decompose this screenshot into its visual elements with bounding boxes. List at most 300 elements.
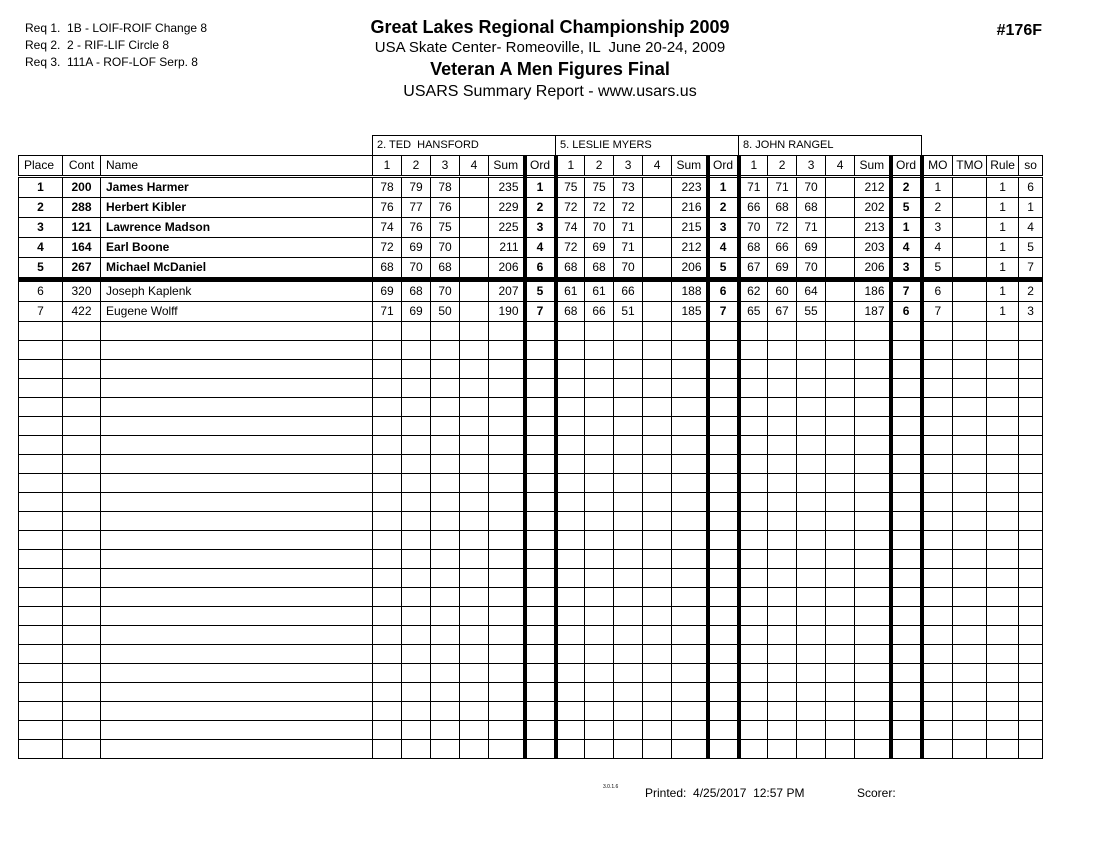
cont-cell (63, 721, 101, 740)
place-cell (19, 455, 63, 474)
mo-cell (922, 607, 953, 626)
event-title: Great Lakes Regional Championship 2009 (370, 17, 730, 37)
judge3-score-2 (768, 398, 797, 417)
judge3-score-2 (768, 322, 797, 341)
judge2-score-4 (643, 360, 672, 379)
judge1-ord (525, 645, 556, 664)
judge1-score-2 (402, 398, 431, 417)
so-cell (1019, 360, 1043, 379)
judge3-sum (855, 702, 891, 721)
so-cell: 3 (1019, 302, 1043, 322)
judge2-score-3: 71 (614, 218, 643, 238)
judge1-ord: 6 (525, 258, 556, 280)
judge3-score-3: 55 (797, 302, 826, 322)
judge1-ord: 1 (525, 177, 556, 198)
rule-cell (987, 607, 1019, 626)
judge1-score-4 (460, 702, 489, 721)
judge3-score-3 (797, 436, 826, 455)
doc-number: #176F (996, 22, 1042, 39)
judge3-score-1: 71 (739, 177, 768, 198)
col-judge3-sum: Sum (855, 156, 891, 177)
judge1-score-3 (431, 417, 460, 436)
mo-cell (922, 664, 953, 683)
rule-cell (987, 379, 1019, 398)
judge3-score-1: 68 (739, 238, 768, 258)
judge3-sum: 212 (855, 177, 891, 198)
judge3-ord (891, 721, 922, 740)
judge3-sum: 213 (855, 218, 891, 238)
judge3-score-4 (826, 664, 855, 683)
so-cell (1019, 322, 1043, 341)
table-row (19, 626, 1043, 645)
judge2-ord (708, 702, 739, 721)
judge3-ord: 1 (891, 218, 922, 238)
name-cell (101, 379, 373, 398)
judge3-ord (891, 588, 922, 607)
rule-cell (987, 360, 1019, 379)
judge3-score-4 (826, 702, 855, 721)
judge3-ord (891, 683, 922, 702)
judge3-score-1: 66 (739, 198, 768, 218)
place-cell (19, 493, 63, 512)
judge2-score-1: 72 (556, 238, 585, 258)
judge1-sum (489, 360, 525, 379)
rule-cell (987, 512, 1019, 531)
judge1-ord (525, 569, 556, 588)
judge2-score-2 (585, 683, 614, 702)
req-line-3: Req 3. 111A - ROF-LOF Serp. 8 (25, 55, 198, 69)
judge2-score-1: 75 (556, 177, 585, 198)
judge2-sum (672, 607, 708, 626)
place-cell (19, 626, 63, 645)
judge2-score-3: 72 (614, 198, 643, 218)
judge3-sum (855, 550, 891, 569)
col-judge3-4: 4 (826, 156, 855, 177)
judge2-score-2: 68 (585, 258, 614, 280)
rule-cell (987, 455, 1019, 474)
judge3-score-3 (797, 398, 826, 417)
judge1-ord (525, 626, 556, 645)
judge1-score-3: 76 (431, 198, 460, 218)
mo-cell: 6 (922, 280, 953, 302)
table-row (19, 569, 1043, 588)
cont-cell (63, 740, 101, 759)
judge1-score-4 (460, 588, 489, 607)
tmo-cell (953, 177, 987, 198)
table-row (19, 493, 1043, 512)
name-cell (101, 607, 373, 626)
mo-cell (922, 626, 953, 645)
table-row (19, 258, 1043, 280)
place-cell (19, 360, 63, 379)
judge2-ord (708, 398, 739, 417)
judge1-score-4 (460, 474, 489, 493)
judge2-score-1 (556, 664, 585, 683)
tmo-cell (953, 702, 987, 721)
judge2-score-4 (643, 177, 672, 198)
judge2-score-2 (585, 550, 614, 569)
mo-cell (922, 531, 953, 550)
judge1-score-2 (402, 664, 431, 683)
name-cell: Lawrence Madson (101, 218, 373, 238)
place-cell (19, 531, 63, 550)
name-cell (101, 664, 373, 683)
judge1-ord (525, 493, 556, 512)
judge1-score-4 (460, 238, 489, 258)
judge2-score-4 (643, 280, 672, 302)
name-cell (101, 550, 373, 569)
judge3-score-1 (739, 721, 768, 740)
judge3-score-4 (826, 531, 855, 550)
judge2-score-1 (556, 436, 585, 455)
judge3-score-3: 71 (797, 218, 826, 238)
judge1-score-3 (431, 626, 460, 645)
rule-cell: 1 (987, 218, 1019, 238)
judge1-score-3 (431, 664, 460, 683)
judge1-sum (489, 379, 525, 398)
rule-cell (987, 531, 1019, 550)
rule-cell (987, 569, 1019, 588)
judge3-score-1 (739, 645, 768, 664)
col-mo: MO (922, 156, 953, 177)
name-cell (101, 398, 373, 417)
judge1-score-4 (460, 341, 489, 360)
judge2-sum (672, 645, 708, 664)
judge1-score-4 (460, 626, 489, 645)
judge3-score-2 (768, 702, 797, 721)
col-judge3-3: 3 (797, 156, 826, 177)
name-cell (101, 417, 373, 436)
judge3-score-3 (797, 550, 826, 569)
name-cell (101, 626, 373, 645)
judge1-sum: 235 (489, 177, 525, 198)
table-row (19, 198, 1043, 218)
judge2-score-1 (556, 379, 585, 398)
so-cell (1019, 512, 1043, 531)
name-cell (101, 645, 373, 664)
table-row (19, 474, 1043, 493)
so-cell: 5 (1019, 238, 1043, 258)
table-row (19, 512, 1043, 531)
mo-cell: 5 (922, 258, 953, 280)
table-row (19, 664, 1043, 683)
judge1-score-3 (431, 550, 460, 569)
judge2-score-1 (556, 531, 585, 550)
judge3-score-1 (739, 474, 768, 493)
judge1-score-1 (373, 455, 402, 474)
so-cell: 1 (1019, 198, 1043, 218)
table-row (19, 177, 1043, 198)
judge1-score-1 (373, 683, 402, 702)
judge2-score-2 (585, 588, 614, 607)
judge3-score-4 (826, 238, 855, 258)
judge2-ord: 7 (708, 302, 739, 322)
judge2-sum (672, 664, 708, 683)
judge3-score-2 (768, 550, 797, 569)
judge3-score-3 (797, 512, 826, 531)
judge1-score-4 (460, 664, 489, 683)
judge1-score-2 (402, 550, 431, 569)
judge2-score-2 (585, 626, 614, 645)
judge2-score-3 (614, 683, 643, 702)
judge3-score-3 (797, 626, 826, 645)
judge2-score-2 (585, 341, 614, 360)
judge1-score-4 (460, 322, 489, 341)
judge2-score-2 (585, 493, 614, 512)
judge2-score-3 (614, 721, 643, 740)
judge2-sum (672, 455, 708, 474)
judge1-score-1 (373, 322, 402, 341)
judge3-score-4 (826, 626, 855, 645)
judge1-score-4 (460, 512, 489, 531)
judge3-score-1 (739, 398, 768, 417)
judge1-sum: 229 (489, 198, 525, 218)
cont-cell: 200 (63, 177, 101, 198)
cont-cell: 320 (63, 280, 101, 302)
place-cell (19, 398, 63, 417)
judge2-score-2 (585, 417, 614, 436)
place-cell (19, 550, 63, 569)
mo-cell (922, 474, 953, 493)
judge1-score-3: 70 (431, 280, 460, 302)
judge2-score-3 (614, 341, 643, 360)
judge1-score-1 (373, 417, 402, 436)
judge2-score-2 (585, 740, 614, 759)
judge2-score-4 (643, 218, 672, 238)
judge1-score-4 (460, 379, 489, 398)
judge2-ord (708, 512, 739, 531)
judge2-score-3: 66 (614, 280, 643, 302)
judge1-score-2: 70 (402, 258, 431, 280)
judge2-score-4 (643, 258, 672, 280)
judge2-ord (708, 569, 739, 588)
judge3-score-2 (768, 531, 797, 550)
mo-cell: 1 (922, 177, 953, 198)
judge3-score-1: 65 (739, 302, 768, 322)
name-cell: Herbert Kibler (101, 198, 373, 218)
so-cell (1019, 531, 1043, 550)
judge3-score-3 (797, 683, 826, 702)
judge2-score-3 (614, 436, 643, 455)
table-row (19, 588, 1043, 607)
judge3-score-3 (797, 607, 826, 626)
judge1-sum (489, 569, 525, 588)
judge2-ord: 5 (708, 258, 739, 280)
judge3-score-4 (826, 379, 855, 398)
tmo-cell (953, 683, 987, 702)
so-cell (1019, 626, 1043, 645)
mo-cell (922, 645, 953, 664)
judge2-ord (708, 322, 739, 341)
judge2-score-4 (643, 379, 672, 398)
cont-cell: 121 (63, 218, 101, 238)
judge3-score-3 (797, 588, 826, 607)
tmo-cell (953, 721, 987, 740)
judge3-score-1 (739, 417, 768, 436)
results-body (19, 177, 1043, 759)
judge3-sum (855, 588, 891, 607)
judge1-score-3 (431, 493, 460, 512)
judge3-score-1: 70 (739, 218, 768, 238)
name-cell (101, 569, 373, 588)
judge2-score-2 (585, 721, 614, 740)
judge1-score-3 (431, 721, 460, 740)
name-cell (101, 531, 373, 550)
judge2-score-4 (643, 493, 672, 512)
judge3-ord (891, 664, 922, 683)
judge2-score-2 (585, 512, 614, 531)
judge3-score-1 (739, 626, 768, 645)
judge1-ord (525, 512, 556, 531)
rule-cell (987, 683, 1019, 702)
judge2-sum: 216 (672, 198, 708, 218)
judge3-score-1 (739, 607, 768, 626)
judge2-score-3 (614, 322, 643, 341)
judge2-ord: 1 (708, 177, 739, 198)
judge2-sum (672, 436, 708, 455)
tmo-cell (953, 493, 987, 512)
judge2-score-3 (614, 455, 643, 474)
rule-cell (987, 645, 1019, 664)
judge1-score-2: 69 (402, 238, 431, 258)
judge3-score-1: 62 (739, 280, 768, 302)
judge3-score-2 (768, 683, 797, 702)
judge2-sum (672, 683, 708, 702)
table-row (19, 341, 1043, 360)
judge3-sum (855, 664, 891, 683)
judge2-score-2: 72 (585, 198, 614, 218)
mo-cell (922, 683, 953, 702)
place-cell (19, 512, 63, 531)
so-cell (1019, 645, 1043, 664)
judge3-score-3 (797, 322, 826, 341)
judge2-sum (672, 398, 708, 417)
mo-cell (922, 493, 953, 512)
judge2-score-1 (556, 322, 585, 341)
judge3-sum (855, 379, 891, 398)
col-judge2-4: 4 (643, 156, 672, 177)
judge3-score-4 (826, 550, 855, 569)
judge2-sum (672, 360, 708, 379)
judge2-score-3 (614, 417, 643, 436)
judge2-ord (708, 626, 739, 645)
judge3-sum (855, 455, 891, 474)
table-row (19, 721, 1043, 740)
judge2-score-3 (614, 702, 643, 721)
judge3-sum (855, 360, 891, 379)
judge1-sum: 211 (489, 238, 525, 258)
judge2-score-2 (585, 455, 614, 474)
judge1-score-4 (460, 740, 489, 759)
judge2-score-4 (643, 721, 672, 740)
judge1-score-1: 76 (373, 198, 402, 218)
judge1-ord: 3 (525, 218, 556, 238)
judge3-sum (855, 531, 891, 550)
judge1-score-2 (402, 721, 431, 740)
judge1-ord: 2 (525, 198, 556, 218)
footer (0, 786, 1100, 806)
name-cell (101, 493, 373, 512)
judge3-score-1 (739, 322, 768, 341)
judge1-score-2 (402, 417, 431, 436)
table-row (19, 607, 1043, 626)
judge2-ord (708, 455, 739, 474)
judge3-sum: 187 (855, 302, 891, 322)
name-cell (101, 702, 373, 721)
judge3-ord (891, 455, 922, 474)
judge2-score-2: 69 (585, 238, 614, 258)
name-cell: Eugene Wolff (101, 302, 373, 322)
judge3-score-1 (739, 512, 768, 531)
judge3-score-3 (797, 379, 826, 398)
so-cell (1019, 474, 1043, 493)
col-rule: Rule (987, 156, 1019, 177)
judge1-score-2: 68 (402, 280, 431, 302)
judge2-score-2 (585, 474, 614, 493)
judge2-score-4 (643, 683, 672, 702)
judge1-score-4 (460, 398, 489, 417)
judge1-score-1 (373, 493, 402, 512)
judge1-sum (489, 512, 525, 531)
judge3-score-2 (768, 664, 797, 683)
mo-cell: 3 (922, 218, 953, 238)
judge1-score-1 (373, 550, 402, 569)
judge1-score-1 (373, 645, 402, 664)
judge1-ord (525, 531, 556, 550)
place-cell: 4 (19, 238, 63, 258)
judge3-score-4 (826, 341, 855, 360)
judge3-score-4 (826, 177, 855, 198)
judge2-score-2 (585, 360, 614, 379)
mo-cell: 2 (922, 198, 953, 218)
judge1-score-3 (431, 398, 460, 417)
judge2-score-1 (556, 493, 585, 512)
judge3-score-3 (797, 474, 826, 493)
table-row (19, 550, 1043, 569)
judge1-score-2 (402, 379, 431, 398)
judge3-score-4 (826, 258, 855, 280)
mo-cell (922, 588, 953, 607)
so-cell (1019, 550, 1043, 569)
judge2-score-1 (556, 512, 585, 531)
judge2-score-4 (643, 588, 672, 607)
judge1-score-2 (402, 683, 431, 702)
judge3-sum: 206 (855, 258, 891, 280)
judge1-score-1 (373, 341, 402, 360)
so-cell (1019, 683, 1043, 702)
judge3-score-4 (826, 280, 855, 302)
place-cell (19, 379, 63, 398)
judge2-score-2 (585, 531, 614, 550)
judge2-ord: 2 (708, 198, 739, 218)
judge1-score-4 (460, 436, 489, 455)
judge2-ord (708, 531, 739, 550)
tmo-cell (953, 198, 987, 218)
place-cell: 1 (19, 177, 63, 198)
cont-cell (63, 322, 101, 341)
col-judge1-3: 3 (431, 156, 460, 177)
judge1-sum (489, 740, 525, 759)
judge3-score-1 (739, 436, 768, 455)
judge2-score-2 (585, 607, 614, 626)
so-cell: 2 (1019, 280, 1043, 302)
judge3-ord: 2 (891, 177, 922, 198)
mo-cell (922, 379, 953, 398)
judge2-score-4 (643, 531, 672, 550)
tmo-cell (953, 512, 987, 531)
judge2-score-4 (643, 341, 672, 360)
judge2-score-4 (643, 417, 672, 436)
